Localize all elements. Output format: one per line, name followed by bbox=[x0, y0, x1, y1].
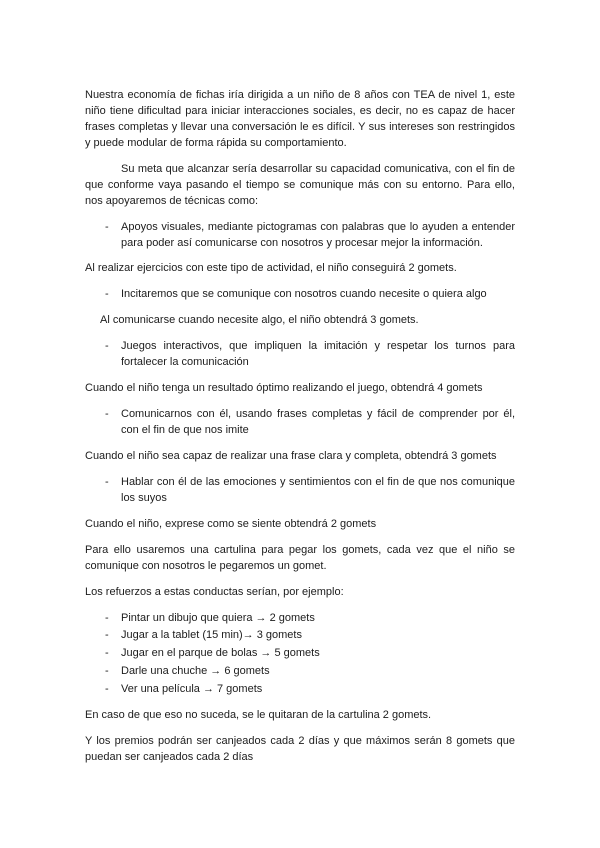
paragraph-sentence-reward: Cuando el niño sea capaz de realizar una frase clara y completa, obtendrá 3 gomets bbox=[85, 449, 497, 462]
bullet-marker: - bbox=[105, 220, 109, 233]
paragraph-prizes: Y los premios podrán ser canjeados cada 2 días y que máximos serán 8 gomets que puedan ser canjeados cada 2 días bbox=[85, 735, 515, 764]
paragraph-intro: Nuestra economía de fichas iría dirigida a un niño de 8 años con TEA de nivel 1, este niño tiene dificultad para iniciar interacciones sociales, es decir, no es capaz de hacer frases completas y llevar una conversación le es difícil. Y sus intereses son restringidos y puede modular de forma rápida su comportamiento. bbox=[85, 89, 515, 149]
paragraph-exercises-reward: Al realizar ejercicios con este tipo de actividad, el niño conseguirá 2 gomets. bbox=[85, 262, 457, 275]
bullet-marker: - bbox=[105, 665, 109, 678]
paragraph-goal: Su meta que alcanzar sería desarrollar su capacidad comunicativa, con el fin de que conforme vaya pasando el tiempo se comunique más con su entorno. Para ello, nos apoyaremos de técnicas como: bbox=[85, 162, 515, 207]
bullet-marker: - bbox=[105, 629, 109, 642]
bullet-visual-supports bbox=[105, 220, 515, 252]
list-item bbox=[105, 611, 515, 627]
list-item bbox=[105, 682, 515, 698]
bullet-marker: - bbox=[105, 288, 109, 301]
bullet-marker: - bbox=[105, 647, 109, 660]
bullet-marker: - bbox=[105, 408, 109, 421]
bullet-text: Apoyos visuales, mediante pictogramas con palabras que lo ayuden a entender para poder así comunicarse con nosotros y procesar mejor la información. bbox=[121, 220, 515, 249]
bullet-marker: - bbox=[105, 340, 109, 353]
reward-item-text: Jugar en el parque de bolas → 5 gomets bbox=[121, 647, 320, 660]
bullet-speak-with-him bbox=[105, 407, 515, 439]
bullet-text: Hablar con él de las emociones y sentimientos con el fin de que nos comunique los suyos bbox=[121, 475, 515, 504]
bullet-marker: - bbox=[105, 475, 109, 488]
paragraph-communicate-reward: Al comunicarse cuando necesite algo, el niño obtendrá 3 gomets. bbox=[100, 314, 419, 327]
bullet-marker: - bbox=[105, 611, 109, 624]
bullet-text: Comunicarnos con él, usando frases completas y fácil de comprender por él, con el fin de que nos imite bbox=[121, 408, 515, 436]
bullet-text: Juegos interactivos, que impliquen la imitación y respetar los turnos para fortalecer la comunicación bbox=[121, 340, 515, 369]
bullet-talk-emotions bbox=[105, 475, 515, 507]
bullet-interactive-games bbox=[105, 339, 515, 371]
paragraph-game-reward: Cuando el niño tenga un resultado óptimo realizando el juego, obtendrá 4 gomets bbox=[85, 382, 483, 395]
reward-list bbox=[85, 611, 515, 699]
list-item bbox=[105, 646, 515, 662]
reward-item-text: Pintar un dibujo que quiera → 2 gomets bbox=[121, 611, 315, 624]
list-item bbox=[105, 664, 515, 680]
paragraph-penalty: En caso de que eso no suceda, se le quitaran de la cartulina 2 gomets. bbox=[85, 709, 432, 722]
paragraph-express-reward: Cuando el niño, exprese como se siente obtendrá 2 gomets bbox=[85, 517, 377, 530]
paragraph-cardboard: Para ello usaremos una cartulina para pegar los gomets, cada vez que el niño se comunique con nosotros le pegaremos un gomet. bbox=[85, 543, 515, 572]
bullet-text: Incitaremos que se comunique con nosotros cuando necesite o quiera algo bbox=[121, 288, 487, 301]
reward-item-text: Jugar a la tablet (15 min)→ 3 gomets bbox=[121, 629, 302, 642]
bullet-marker: - bbox=[105, 683, 109, 696]
bullet-encourage-communication bbox=[105, 287, 515, 303]
reward-item-text: Ver una película → 7 gomets bbox=[121, 683, 263, 696]
reward-item-text: Darle una chuche → 6 gomets bbox=[121, 665, 270, 678]
paragraph-reinforcements-intro: Los refuerzos a estas conductas serían, por ejemplo: bbox=[85, 585, 344, 598]
list-item bbox=[105, 628, 515, 644]
